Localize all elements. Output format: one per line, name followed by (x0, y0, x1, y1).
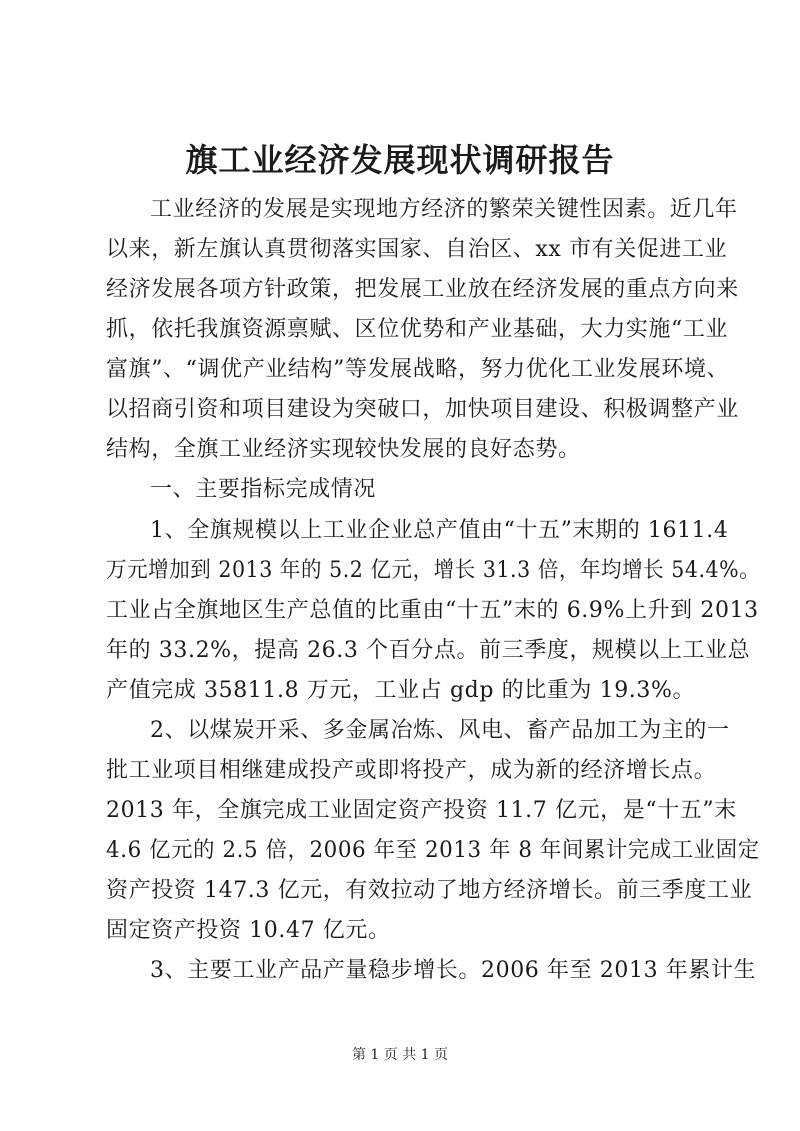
body-line-1: 工业经济的发展是实现地方经济的繁荣关键性因素。近几年 (150, 197, 738, 222)
body-line-13: 产值完成 35811.8 万元，工业占 gdp 的比重为 19.3%。 (106, 678, 696, 703)
body-line-20: 3、主要工业产品产量稳步增长。2006 年至 2013 年累计生 (150, 958, 757, 983)
body-line-2: 以来，新左旗认真贯彻落实国家、自治区、xx 市有关促进工业 (106, 237, 728, 262)
body-line-7: 结构，全旗工业经济实现较快发展的良好态势。 (106, 437, 581, 462)
body-line-3: 经济发展各项方针政策，把发展工业放在经济发展的重点方向来 (106, 277, 739, 302)
body-line-16: 2013 年，全旗完成工业固定资产投资 11.7 亿元，是“十五”末 (106, 798, 737, 823)
body-line-11: 工业占全旗地区生产总值的比重由“十五”末的 6.9%上升到 2013 (106, 598, 759, 623)
body-line-19: 固定资产投资 10.47 亿元。 (106, 918, 391, 943)
body-line-9: 1、全旗规模以上工业企业总产值由“十五”末期的 1611.4 (150, 518, 729, 543)
body-line-15: 批工业项目相继建成投产或即将投产，成为新的经济增长点。 (106, 758, 717, 783)
page-footer: 第 1 页 共 1 页 (351, 1047, 449, 1063)
body-line-5: 富旗”、“调优产业结构”等发展战略，努力优化工业发展环境、 (106, 357, 730, 382)
body-line-6: 以招商引资和项目建设为突破口，加快项目建设、积极调整产业 (106, 397, 739, 422)
body-line-10: 万元增加到 2013 年的 5.2 亿元，增长 31.3 倍，年均增长 54.4%。 (106, 558, 761, 583)
body-line-14: 2、以煤炭开采、多金属冶炼、风电、畜产品加工为主的一 (150, 718, 730, 743)
body-line-17: 4.6 亿元的 2.5 倍，2006 年至 2013 年 8 年间累计完成工业固定 (106, 838, 760, 863)
section-heading: 一、主要指标完成情况 (150, 477, 377, 502)
document-title: 旗工业经济发展现状调研报告 (185, 141, 615, 179)
body-line-12: 年的 33.2%，提高 26.3 个百分点。前三季度，规模以上工业总 (106, 638, 751, 663)
body-line-18: 资产投资 147.3 亿元，有效拉动了地方经济增长。前三季度工业 (106, 878, 753, 903)
body-line-4: 抓，依托我旗资源禀赋、区位优势和产业基础，大力实施“工业 (106, 317, 729, 342)
